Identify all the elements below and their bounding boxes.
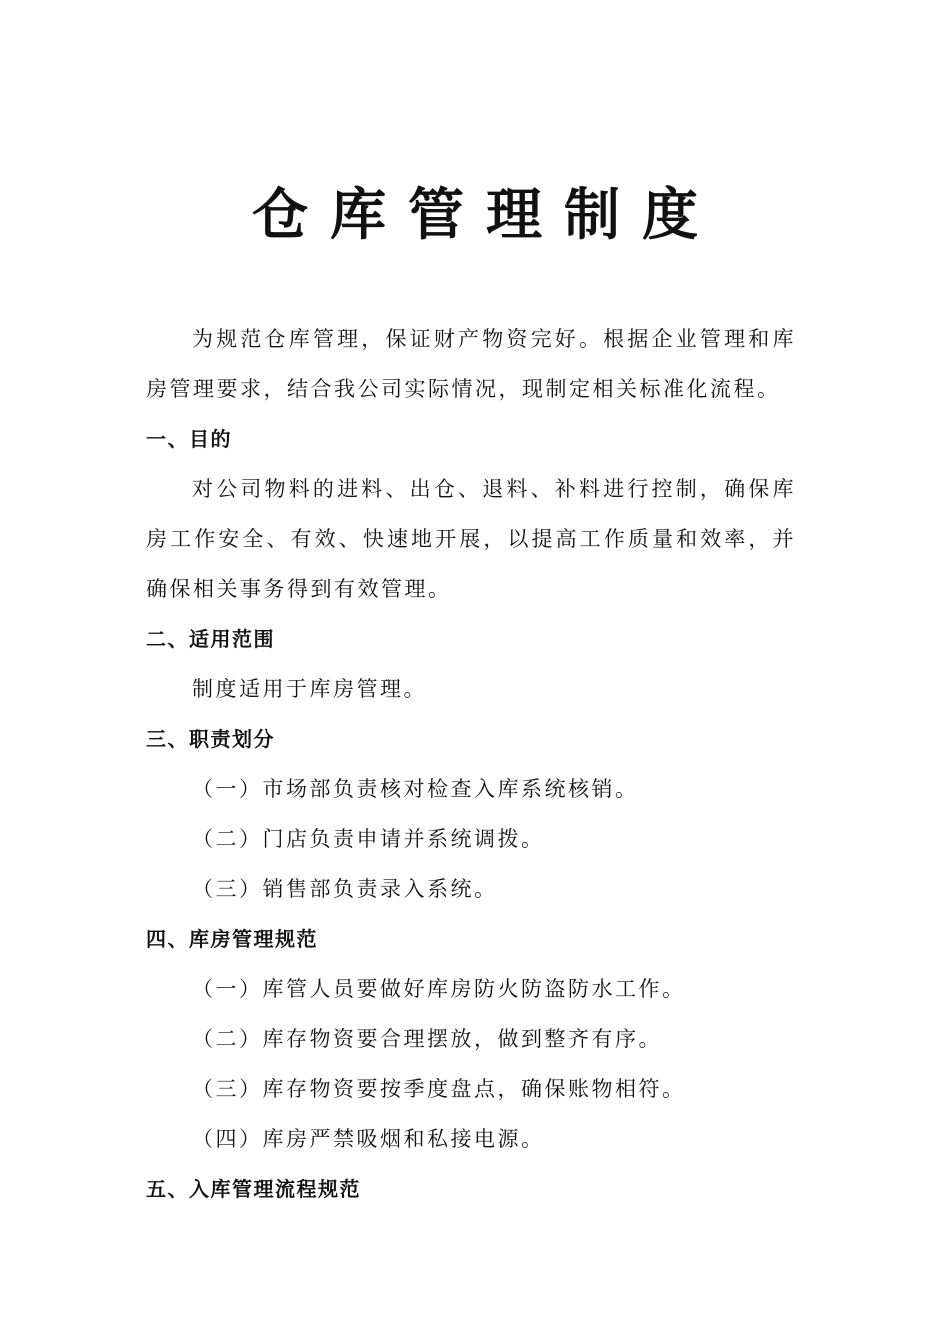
section-heading-purpose: 一、目的 [146,427,232,451]
document-body [146,314,796,1214]
section-heading-responsibilities: 三、职责划分 [146,727,275,751]
document-title: 仓库管理制度 [252,183,720,248]
section-paragraph-purpose: 对公司物料的进料、出仓、退料、补料进行控制，确保库房工作安全、有效、快速地开展，以提高工作质量和效率，并确保相关事务得到有效管理。 [146,477,796,601]
list-item: （一）库管人员要做好库房防火防盗防水工作。 [192,977,686,1001]
section-heading-inbound-process: 五、入库管理流程规范 [146,1177,361,1201]
list-item: （一）市场部负责核对检查入库系统核销。 [192,777,639,801]
list-item: （二）库存物资要合理摆放，做到整齐有序。 [192,1027,662,1051]
section-heading-scope: 二、适用范围 [146,627,275,651]
section-paragraph-scope: 制度适用于库房管理。 [192,677,427,701]
list-item: （三）销售部负责录入系统。 [192,877,498,901]
list-item: （四）库房严禁吸烟和私接电源。 [192,1127,545,1151]
intro-paragraph: 为规范仓库管理，保证财产物资完好。根据企业管理和库房管理要求，结合我公司实际情况，现制定相关标准化流程。 [146,327,796,401]
list-item: （二）门店负责申请并系统调拨。 [192,827,545,851]
section-heading-warehouse-rules: 四、库房管理规范 [146,927,318,951]
list-item: （三）库存物资要按季度盘点，确保账物相符。 [192,1077,686,1101]
